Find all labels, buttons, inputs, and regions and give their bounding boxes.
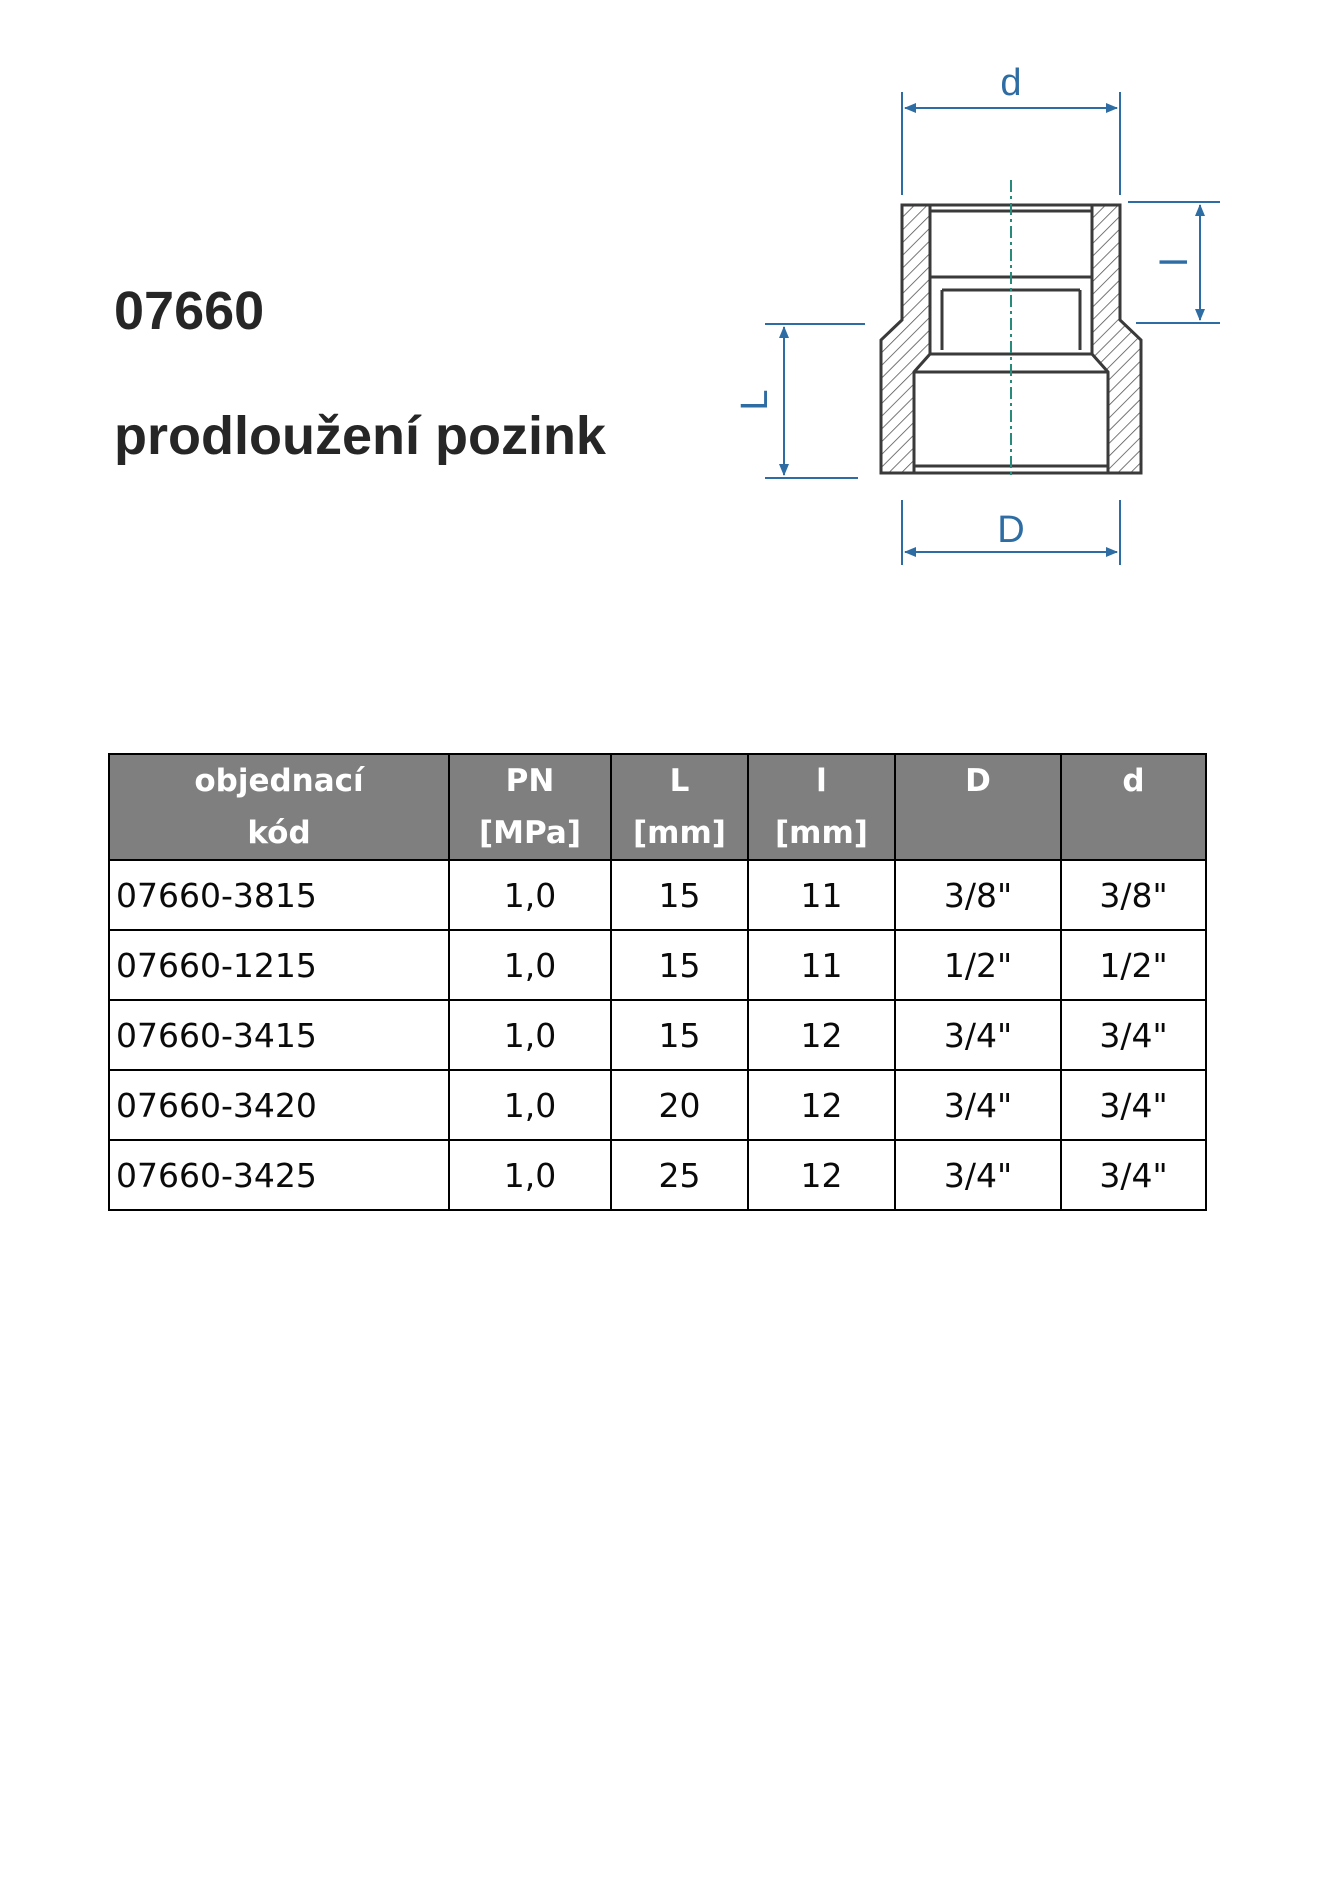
cell-L: 15: [611, 860, 748, 930]
fitting-section-right: [1092, 205, 1141, 473]
cell-l: 11: [748, 860, 895, 930]
header-d: d: [1061, 754, 1206, 860]
cell-pn: 1,0: [449, 1000, 611, 1070]
dimension-d: [902, 92, 1120, 195]
cell-d: 1/2": [1061, 930, 1206, 1000]
cell-order-code: 07660-3420: [109, 1070, 449, 1140]
header-l: l [mm]: [748, 754, 895, 860]
technical-drawing: [700, 50, 1260, 580]
cell-L: 15: [611, 930, 748, 1000]
dimension-l-label: l: [1154, 257, 1196, 267]
cell-d: 3/4": [1061, 1000, 1206, 1070]
cell-L: 20: [611, 1070, 748, 1140]
product-code: 07660: [114, 281, 265, 341]
cell-l: 12: [748, 1070, 895, 1140]
cell-order-code: 07660-1215: [109, 930, 449, 1000]
cell-l: 11: [748, 930, 895, 1000]
cell-l: 12: [748, 1140, 895, 1210]
table-row: [109, 930, 1206, 1000]
table-row: [109, 1070, 1206, 1140]
table-row: [109, 1000, 1206, 1070]
cell-d: 3/4": [1061, 1070, 1206, 1140]
cell-order-code: 07660-3415: [109, 1000, 449, 1070]
cell-L: 25: [611, 1140, 748, 1210]
cell-D: 3/4": [895, 1000, 1061, 1070]
product-name: prodloužení pozink: [114, 406, 606, 466]
dimension-d-label: d: [1000, 62, 1022, 104]
cell-L: 15: [611, 1000, 748, 1070]
cell-l: 12: [748, 1000, 895, 1070]
cell-d: 3/8": [1061, 860, 1206, 930]
table-row: [109, 860, 1206, 930]
header-order-code: objednací kód: [109, 754, 449, 860]
dimension-D-label: D: [997, 509, 1025, 551]
cell-pn: 1,0: [449, 860, 611, 930]
cell-D: 3/8": [895, 860, 1061, 930]
cell-pn: 1,0: [449, 1140, 611, 1210]
cell-pn: 1,0: [449, 930, 611, 1000]
header-pn: PN [MPa]: [449, 754, 611, 860]
cell-order-code: 07660-3815: [109, 860, 449, 930]
table-row: [109, 1140, 1206, 1210]
table-header-row: [109, 754, 1206, 860]
header-L: L [mm]: [611, 754, 748, 860]
cell-order-code: 07660-3425: [109, 1140, 449, 1210]
header-D: D: [895, 754, 1061, 860]
cell-d: 3/4": [1061, 1140, 1206, 1210]
dimension-L: [765, 324, 865, 478]
dimension-L-label: L: [734, 389, 776, 411]
cell-D: 1/2": [895, 930, 1061, 1000]
spec-table: [108, 753, 1207, 1211]
fitting-section-left: [881, 205, 930, 473]
cell-D: 3/4": [895, 1070, 1061, 1140]
cell-pn: 1,0: [449, 1070, 611, 1140]
cell-D: 3/4": [895, 1140, 1061, 1210]
